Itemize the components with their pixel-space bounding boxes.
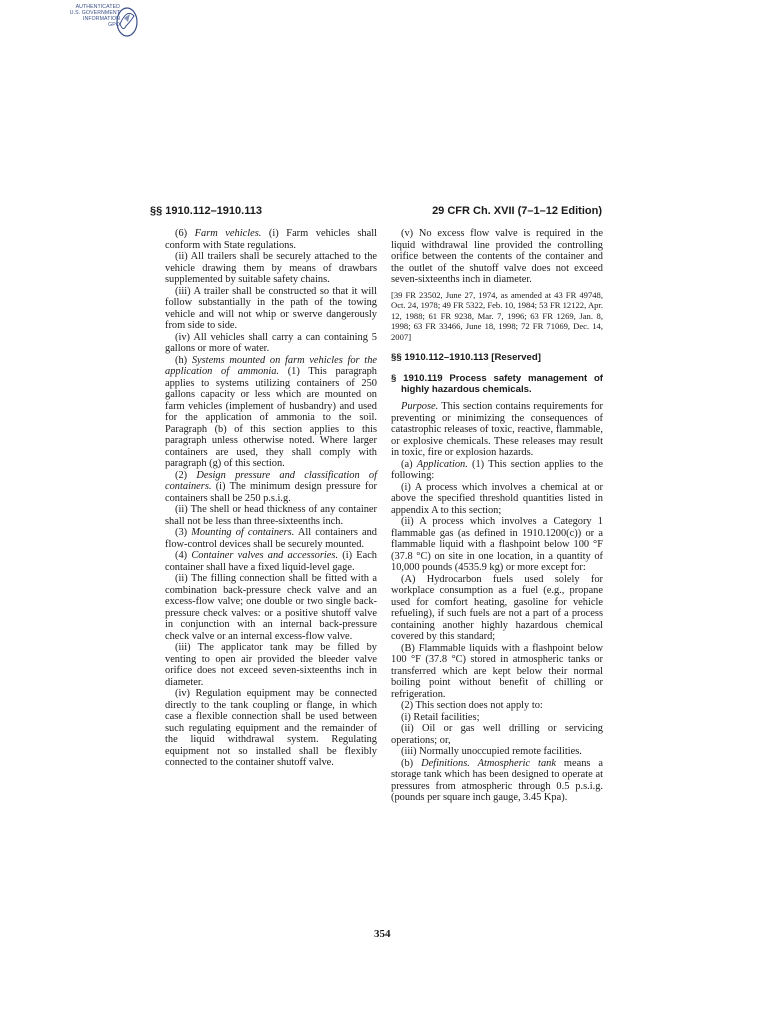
paragraph: (iv) Regulation equipment may be connected directly to the tank coupling or flange, in which case a flexible connection shall be used between such regulating equipment and the remainder of the liquid withdrawal system. Regulating equipment not so installed shall be flexibly connected to the container shutoff valve. (165, 688, 377, 768)
paragraph: (B) Flammable liquids with a flashpoint below 100 °F (37.8 °C) stored in atmospheric tanks or transferred which are kept below their normal boiling point without benefit of chilling or refrigeration. (391, 642, 603, 700)
page-number: 354 (374, 928, 391, 940)
paragraph: (ii) A process which involves a Category 1 flammable gas (as defined in 1910.1200(c)) or a flammable liquid with a flashpoint below 100 °F (37.8 °C) on site in one location, in a quantity of 10,000 pounds (4535.9 kg) or more except for: (391, 516, 603, 574)
paragraph: (i) A process which involves a chemical at or above the specified threshold quantities listed in appendix A to this section; (391, 481, 603, 516)
paragraph: (i) Retail facilities; (401, 711, 480, 723)
paragraph: (iii) Normally unoccupied remote facilities. (401, 746, 582, 758)
eagle-seal-icon (114, 4, 140, 44)
left-column (165, 228, 377, 769)
paragraph: (A) Hydrocarbon fuels used solely for workplace consumption as a fuel (e.g., propane used for comfort heating, gasoline for vehicle refueling), if such fuels are not a part of a process containing another highly hazardous chemical covered by this standard; (391, 573, 603, 643)
paragraph: (ii) Oil or gas well drilling or servicing operations; or, (391, 723, 603, 746)
seal-line: INFORMATION (82, 16, 120, 22)
paragraph: (iii) The applicator tank may be filled by venting to open air provided the bleeder valve orifice does not exceed seven-sixteenths inch in diameter. (165, 642, 377, 688)
paragraph: (6) Farm vehicles. (i) Farm vehicles shall conform with State regulations. (165, 228, 377, 251)
running-head-title: 29 CFR Ch. XVII (7–1–12 Edition) (432, 205, 602, 217)
seal-line: AUTHENTICATED (75, 4, 120, 10)
paragraph: Purpose. This section contains requirements for preventing or minimizing the consequences of catastrophic releases of toxic, reactive, flammable, or explosive chemicals. These releases may result in toxic, fire or explosion hazards. (391, 401, 603, 459)
authentication-seal-text (56, 4, 120, 28)
paragraph: (iv) All vehicles shall carry a can containing 5 gallons or more of water. (165, 331, 377, 354)
seal-gpo: GPO (108, 22, 120, 28)
section-title: § 1910.119 Process safety management of highly hazardous chemicals. (391, 373, 603, 396)
reserved-heading: §§ 1910.112–1910.113 [Reserved] (391, 352, 541, 364)
paragraph: (4) Container valves and accessories. (i) Each container shall have a fixed liquid-level gage. (165, 550, 378, 573)
paragraph: (3) Mounting of containers. All containers and flow-control devices shall be securely mounted. (165, 527, 377, 550)
seal-line: U.S. GOVERNMENT (69, 10, 120, 16)
running-head-section: §§ 1910.112–1910.113 (150, 205, 262, 217)
paragraph: (2) Design pressure and classification of containers. (i) The minimum design pressure for containers shall be 250 p.s.i.g. (165, 469, 377, 504)
paragraph: (a) Application. (1) This section applies to the following: (391, 458, 603, 482)
paragraph: (2) This section does not apply to: (401, 700, 543, 712)
paragraph: (b) Definitions. Atmospheric tank means a storage tank which has been designed to operate at pressures from atmospheric through 0.5 p.s.i.g. (pounds per square inch gauge, 3.45 Kpa). (391, 757, 603, 804)
citation: [39 FR 23502, June 27, 1974, as amended at 43 FR 49748, Oct. 24, 1978; 49 FR 5322, Feb. 10, 1984; 53 FR 12122, Apr. 12, 1988; 61 FR 9238, Mar. 7, 1996; 63 FR 1269, Jan. 8, 1998; 63 FR 33466, June 18, 1998; 72 FR 71069, Dec. 14, 2007] (391, 289, 603, 342)
paragraph: (iii) A trailer shall be constructed so that it will follow substantially in the path of the towing vehicle and will not whip or swerve dangerously from side to side. (165, 285, 377, 331)
paragraph: (ii) The shell or head thickness of any container shall not be less than three-sixteenths inch. (165, 504, 377, 527)
paragraph: (ii) The filling connection shall be fitted with a combination back-pressure check valve and an excess-flow valve; one double or two single back-pressure check valves: or a positive shutoff valve in conjunction with an internal back-pressure check valve or an internal excess-flow valve. (165, 573, 377, 642)
paragraph: (ii) All trailers shall be securely attached to the vehicle drawing them by means of drawbars supplemented by suitable safety chains. (165, 251, 377, 285)
right-column (391, 228, 603, 804)
paragraph: (h) Systems mounted on farm vehicles for the application of ammonia. (1) This paragraph applies to systems utilizing containers of 250 gallons capacity or less which are mounted on farm vehicles (implement of husbandry) and used for the application of ammonia to the soil. Paragraph (b) of this section applies to this paragraph unless otherwise noted. Where larger containers are used, they shall comply with paragraph (g) of this section. (165, 354, 378, 469)
paragraph: (v) No excess flow valve is required in the liquid withdrawal line provided the controlling orifice between the contents of the container and the outlet of the shutoff valve does not exceed seven-sixteenths inch in diameter. (391, 228, 603, 285)
